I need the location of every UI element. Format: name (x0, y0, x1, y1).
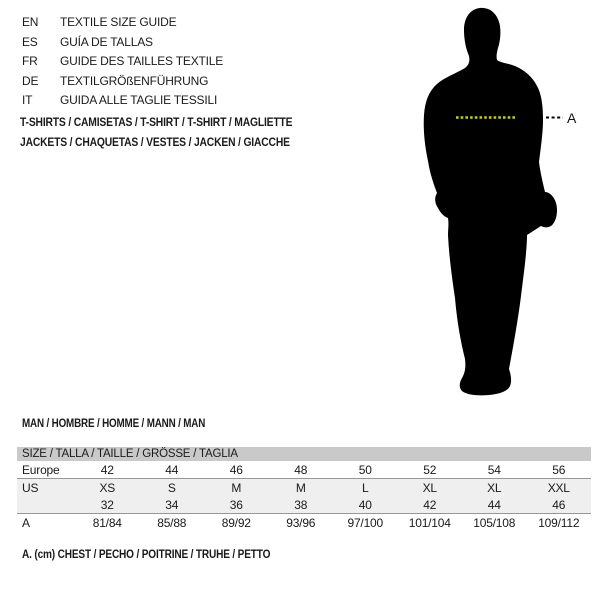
language-label: TEXTILE SIZE GUIDE (60, 15, 177, 29)
size-cell: 32 (75, 496, 140, 514)
size-cell: 34 (140, 496, 205, 514)
size-cell: 50 (333, 461, 398, 479)
size-cell: 101/104 (408, 515, 451, 530)
man-silhouette (424, 8, 557, 395)
size-table (17, 447, 591, 531)
size-cell: 44 (140, 461, 205, 479)
language-row (22, 91, 223, 111)
language-row (22, 33, 223, 53)
size-cell: M (204, 479, 269, 497)
man-silhouette-figure (410, 0, 600, 400)
row-label: Europe (17, 461, 75, 479)
size-cell: 44 (462, 496, 527, 514)
size-cell: 56 (527, 461, 592, 479)
language-label: GUIDE DES TAILLES TEXTILE (60, 54, 224, 68)
table-row-chest-a (17, 514, 591, 532)
size-cell: XS (75, 479, 140, 497)
language-code: EN (22, 15, 39, 29)
section-title-man: MAN / HOMBRE / HOMME / MANN / MAN (22, 416, 206, 430)
language-row (22, 13, 223, 33)
size-cell: 42 (75, 461, 140, 479)
table-row-numeric (17, 496, 591, 514)
language-code: IT (22, 93, 33, 107)
size-cell: XL (398, 479, 463, 497)
size-cell: 93/96 (286, 515, 316, 530)
language-row (22, 52, 223, 72)
category-line-tshirts: T-SHIRTS / CAMISETAS / T-SHIRT / T-SHIRT / MAGLIETTE (20, 115, 293, 129)
size-cell: 48 (269, 461, 334, 479)
size-table-header-row (17, 447, 591, 461)
size-cell: L (333, 479, 398, 497)
category-lines (20, 112, 337, 152)
size-cell: 36 (204, 496, 269, 514)
size-cell: 97/100 (347, 515, 383, 530)
size-table-header: SIZE / TALLA / TAILLE / GRÖSSE / TAGLIA (17, 447, 591, 461)
size-cell: 54 (462, 461, 527, 479)
size-cell: 46 (527, 496, 592, 514)
size-cell: M (269, 479, 334, 497)
row-label (17, 496, 75, 514)
size-cell: 52 (398, 461, 463, 479)
size-cell: 40 (333, 496, 398, 514)
size-cell: 109/112 (538, 515, 580, 530)
size-cell: 105/108 (473, 515, 516, 530)
language-code: DE (22, 73, 39, 88)
size-cell: 42 (398, 496, 463, 514)
category-line-jackets: JACKETS / CHAQUETAS / VESTES / JACKEN / GIACCHE (20, 135, 290, 149)
table-row-europe (17, 461, 591, 479)
language-label: GUIDA ALLE TAGLIE TESSILI (60, 93, 218, 107)
measure-label-a: A (567, 110, 577, 126)
language-row (22, 72, 223, 92)
language-list (22, 13, 223, 111)
size-cell: 85/88 (157, 515, 187, 530)
row-label: A (22, 515, 30, 530)
size-cell: 81/84 (92, 515, 122, 530)
size-cell: 46 (204, 461, 269, 479)
size-cell: S (140, 479, 205, 497)
language-code: ES (22, 34, 38, 49)
table-row-us (17, 479, 591, 497)
footnote-chest-legend: A. (cm) CHEST / PECHO / POITRINE / TRUHE / PETTO (22, 547, 271, 561)
language-label: TEXTILGRÖßENFÜHRUNG (60, 73, 209, 88)
language-code: FR (22, 54, 38, 68)
language-label: GUÍA DE TALLAS (60, 34, 153, 49)
row-label: US (17, 479, 75, 497)
size-cell: 89/92 (221, 515, 251, 530)
size-cell: XL (462, 479, 527, 497)
size-cell: XXL (527, 479, 592, 497)
size-cell: 38 (269, 496, 334, 514)
